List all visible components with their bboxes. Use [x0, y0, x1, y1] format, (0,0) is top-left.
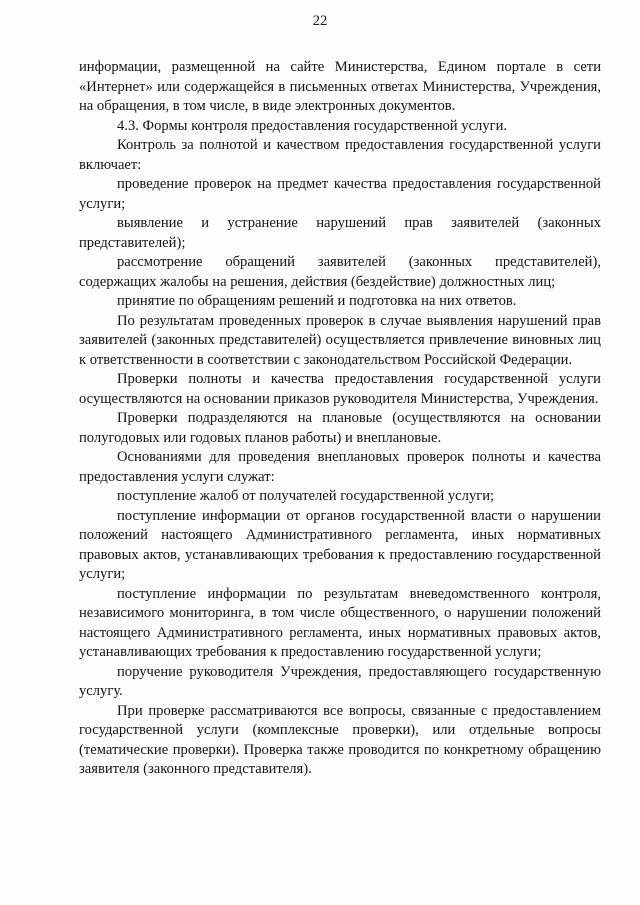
paragraph: поступление информации по результатам вневедомственного контроля, независимого мониторинга, в том числе общественного, о нарушении положений настоящего Административного регламента, иных нормативных правовых актов, устанавливающих требования к предоставлению государственной услуги;: [79, 585, 601, 660]
paragraph: поручение руководителя Учреждения, предоставляющего государственную услугу.: [79, 663, 601, 699]
paragraph: информации, размещенной на сайте Министерства, Едином портале в сети «Интернет» или содержащейся в письменных ответах Министерства, Учреждения, на обращения, в том числе, в виде электронных документов.: [79, 59, 601, 114]
paragraph: При проверке рассматриваются все вопросы, связанные с предоставлением государственной услуги (комплексные проверки), или отдельные вопросы (тематические проверки). Проверка также проводится по конкретному обращению заявителя (законного представителя).: [79, 702, 601, 777]
paragraph: Основаниями для проведения внеплановых проверок полноты и качества предоставления услуги служат:: [79, 449, 601, 485]
paragraph: принятие по обращениям решений и подготовка на них ответов.: [117, 293, 517, 309]
paragraph: По результатам проведенных проверок в случае выявления нарушений прав заявителей (законных представителей) осуществляется привлечение виновных лиц к ответственности в соответствии с законодательством Российской Федерации.: [79, 312, 601, 368]
document-body: [79, 58, 601, 780]
paragraph: Проверки полноты и качества предоставления государственной услуги осуществляются на основании приказов руководителя Министерства, Учреждения.: [79, 371, 601, 407]
paragraph: поступление жалоб от получателей государственной услуги;: [117, 488, 495, 504]
paragraph: Контроль за полнотой и качеством предоставления государственной услуги включает:: [79, 137, 601, 173]
paragraph: выявление и устранение нарушений прав заявителей (законных представителей);: [79, 215, 601, 251]
paragraph: проведение проверок на предмет качества предоставления государственной услуги;: [79, 176, 601, 212]
paragraph: поступление информации от органов государственной власти о нарушении положений настоящего Административного регламента, иных нормативных правовых актов, устанавливающих требования к предоставлению государственной услуги;: [79, 507, 601, 582]
paragraph: рассмотрение обращений заявителей (законных представителей), содержащих жалобы на решения, действия (бездействие) должностных лиц;: [79, 254, 601, 290]
page-number: 22: [312, 13, 328, 29]
paragraph: Проверки подразделяются на плановые (осуществляются на основании полугодовых или годовых планов работы) и внеплановые.: [79, 410, 601, 446]
paragraph: 4.3. Формы контроля предоставления государственной услуги.: [117, 117, 508, 134]
